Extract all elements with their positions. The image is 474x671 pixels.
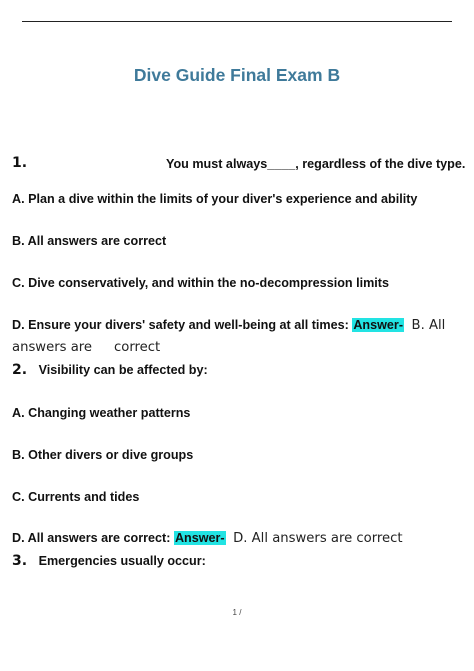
q2-option-b: B. Other divers or dive groups — [12, 448, 194, 462]
q1-option-d — [12, 318, 445, 333]
page-title: Dive Guide Final Exam B — [133, 65, 341, 85]
question-3 — [12, 553, 206, 569]
question-2-number: 2. — [12, 362, 28, 378]
q1-answer-highlight: Answer- — [353, 318, 404, 332]
q1-option-c: C. Dive conservatively, and within the no-decompression limits — [12, 276, 389, 290]
q2-option-c: C. Currents and tides — [12, 490, 140, 504]
question-2-text: Visibility can be affected by: — [38, 363, 208, 377]
page-footer — [0, 608, 474, 617]
q1-answer-continued: answers are correct — [12, 340, 161, 355]
q2-option-a: A. Changing weather patterns — [12, 406, 191, 420]
page-separator: / — [239, 608, 242, 617]
q2-answer-text: D. All answers are correct — [233, 531, 403, 546]
q2-option-d-text: D. All answers are correct: — [12, 531, 171, 545]
q1-option-d-text: D. Ensure your divers' safety and well-being at all times: — [12, 318, 349, 332]
top-rule — [22, 21, 452, 22]
q2-answer-highlight: Answer- — [174, 531, 225, 545]
question-2 — [12, 362, 208, 378]
q1-option-a: A. Plan a dive within the limits of your diver's experience and ability — [12, 192, 418, 206]
q2-option-d — [12, 531, 403, 546]
q1-option-b: B. All answers are correct — [12, 234, 167, 248]
question-1-number: 1. — [12, 155, 28, 171]
question-1-text: You must always____, regardless of the dive type. — [166, 157, 466, 171]
question-3-text: Emergencies usually occur: — [38, 554, 206, 568]
question-3-number: 3. — [12, 553, 28, 569]
page-number: 1 — [232, 608, 237, 617]
q1-answer-text: B. All — [411, 318, 446, 333]
